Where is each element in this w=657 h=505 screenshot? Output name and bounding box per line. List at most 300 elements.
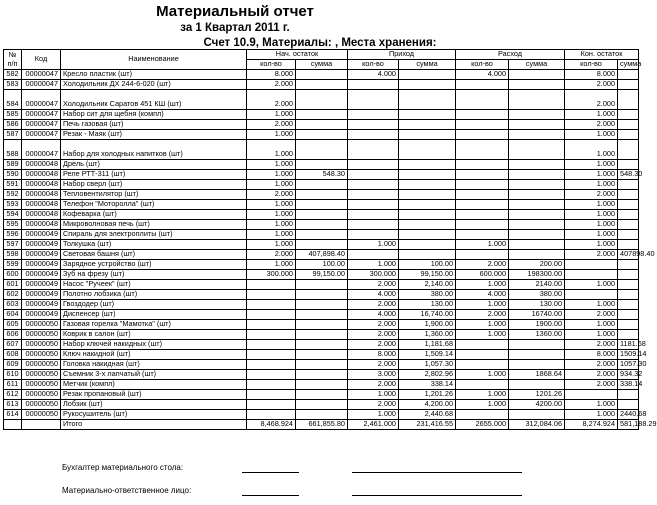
income-sum: 2,440.68 [399, 410, 456, 420]
end-qty: 2.000 [565, 80, 618, 90]
end-sum [618, 270, 639, 280]
totals-blank [22, 420, 61, 430]
col-end-balance: Кон. остаток [565, 50, 639, 60]
start-sum [296, 310, 348, 320]
start-sum [296, 210, 348, 220]
expense-sum [509, 190, 565, 200]
start-sum: 407,898.40 [296, 250, 348, 260]
start-qty [247, 350, 296, 360]
table-row [4, 140, 639, 160]
start-sum [296, 390, 348, 400]
item-code: 00000049 [22, 310, 61, 320]
col-expense: Расход [456, 50, 565, 60]
item-code: 00000050 [22, 380, 61, 390]
start-qty [247, 340, 296, 350]
report-account: Счет 10.9, Материалы: , Места хранения: [203, 37, 437, 49]
start-qty: 1.000 [247, 260, 296, 270]
end-sum: 1509.14 [618, 350, 639, 360]
item-code: 00000048 [22, 160, 61, 170]
end-sum [618, 200, 639, 210]
row-num: 596 [4, 230, 22, 240]
item-name: Кресло пластик (шт) [61, 70, 247, 80]
table-row [4, 170, 639, 180]
income-sum: 100.00 [399, 260, 456, 270]
item-name: Метчик (компл) [61, 380, 247, 390]
item-name: Микроволновая печь (шт) [61, 220, 247, 230]
start-sum [296, 220, 348, 230]
col-income-sum: сумма [399, 60, 456, 70]
col-end-sum: сумма [618, 60, 639, 70]
start-qty: 1.000 [247, 240, 296, 250]
expense-qty: 4.000 [456, 290, 509, 300]
row-num: 590 [4, 170, 22, 180]
income-qty: 1.000 [348, 410, 399, 420]
table-row [4, 290, 639, 300]
item-code: 00000049 [22, 250, 61, 260]
income-qty [348, 200, 399, 210]
expense-qty [456, 90, 509, 110]
expense-qty: 1.000 [456, 300, 509, 310]
end-qty: 2.000 [565, 310, 618, 320]
income-qty: 2.000 [348, 380, 399, 390]
expense-qty [456, 350, 509, 360]
expense-qty: 1.000 [456, 330, 509, 340]
row-num: 594 [4, 210, 22, 220]
income-qty [348, 180, 399, 190]
start-sum [296, 290, 348, 300]
start-qty [247, 300, 296, 310]
start-qty [247, 380, 296, 390]
income-sum [399, 210, 456, 220]
item-code: 00000048 [22, 200, 61, 210]
end-sum [618, 230, 639, 240]
end-sum: 548.30 [618, 170, 639, 180]
start-sum [296, 400, 348, 410]
table-row [4, 310, 639, 320]
end-sum [618, 400, 639, 410]
expense-sum: 1900.00 [509, 320, 565, 330]
income-qty: 1.000 [348, 260, 399, 270]
table-row [4, 190, 639, 200]
end-qty: 1.000 [565, 210, 618, 220]
income-sum: 1,201.26 [399, 390, 456, 400]
totals-row [4, 420, 639, 430]
table-row [4, 210, 639, 220]
expense-sum [509, 340, 565, 350]
start-qty [247, 410, 296, 420]
start-sum [296, 350, 348, 360]
end-sum [618, 80, 639, 90]
responsible-name-line [352, 495, 522, 496]
expense-qty [456, 170, 509, 180]
expense-sum: 200.00 [509, 260, 565, 270]
row-num: 612 [4, 390, 22, 400]
income-qty [348, 250, 399, 260]
expense-qty [456, 220, 509, 230]
start-sum: 99,150.00 [296, 270, 348, 280]
row-num: 607 [4, 340, 22, 350]
item-code: 00000050 [22, 370, 61, 380]
income-qty [348, 160, 399, 170]
table-row [4, 410, 639, 420]
item-name: Зарядное устройство (шт) [61, 260, 247, 270]
end-qty [565, 260, 618, 270]
expense-sum [509, 160, 565, 170]
end-qty: 2.000 [565, 90, 618, 110]
item-name: Набор сит для щебня (компл) [61, 110, 247, 120]
end-sum: 1057.30 [618, 360, 639, 370]
income-qty [348, 170, 399, 180]
start-qty: 2.000 [247, 190, 296, 200]
income-qty [348, 140, 399, 160]
expense-sum [509, 200, 565, 210]
income-sum: 1,509.14 [399, 350, 456, 360]
table-row [4, 70, 639, 80]
start-qty: 1.000 [247, 130, 296, 140]
item-code: 00000047 [22, 80, 61, 90]
row-num: 604 [4, 310, 22, 320]
income-qty: 4.000 [348, 70, 399, 80]
income-sum [399, 120, 456, 130]
item-code: 00000047 [22, 70, 61, 80]
row-num: 592 [4, 190, 22, 200]
table-row [4, 280, 639, 290]
start-sum [296, 120, 348, 130]
end-qty: 1.000 [565, 130, 618, 140]
expense-qty [456, 190, 509, 200]
item-name: Холодильник Саратов 451 КШ (шт) [61, 90, 247, 110]
start-sum [296, 300, 348, 310]
income-qty: 2.000 [348, 340, 399, 350]
item-code: 00000048 [22, 190, 61, 200]
start-qty: 1.000 [247, 140, 296, 160]
start-qty [247, 370, 296, 380]
start-qty: 1.000 [247, 110, 296, 120]
income-qty: 2.000 [348, 300, 399, 310]
item-code: 00000049 [22, 230, 61, 240]
item-code: 00000049 [22, 240, 61, 250]
item-code: 00000049 [22, 270, 61, 280]
income-qty: 2.000 [348, 280, 399, 290]
end-qty: 1.000 [565, 220, 618, 230]
expense-sum [509, 130, 565, 140]
income-qty [348, 190, 399, 200]
item-code: 00000050 [22, 330, 61, 340]
start-qty: 2.000 [247, 250, 296, 260]
item-name: Кофеварка (шт) [61, 210, 247, 220]
expense-sum [509, 140, 565, 160]
item-name: Холодильник ДХ 244-6-020 (шт) [61, 80, 247, 90]
table-row [4, 260, 639, 270]
row-num: 588 [4, 140, 22, 160]
income-sum: 2,802.96 [399, 370, 456, 380]
start-qty: 1.000 [247, 210, 296, 220]
row-num: 600 [4, 270, 22, 280]
expense-sum [509, 210, 565, 220]
income-sum: 338.14 [399, 380, 456, 390]
end-sum [618, 110, 639, 120]
end-qty: 1.000 [565, 160, 618, 170]
income-sum [399, 110, 456, 120]
col-expense-qty: кол-во [456, 60, 509, 70]
end-sum [618, 130, 639, 140]
end-qty: 1.000 [565, 410, 618, 420]
start-sum [296, 240, 348, 250]
expense-qty [456, 130, 509, 140]
expense-sum [509, 360, 565, 370]
item-name: Резак - Маяк (шт) [61, 130, 247, 140]
expense-sum [509, 180, 565, 190]
start-qty: 2.000 [247, 90, 296, 110]
table-row [4, 340, 639, 350]
start-sum [296, 110, 348, 120]
income-sum: 1,057.30 [399, 360, 456, 370]
col-income: Приход [348, 50, 456, 60]
end-sum [618, 210, 639, 220]
income-qty: 300.000 [348, 270, 399, 280]
income-qty: 2.000 [348, 400, 399, 410]
expense-qty [456, 80, 509, 90]
income-qty: 2.000 [348, 330, 399, 340]
item-code: 00000048 [22, 220, 61, 230]
table-row [4, 380, 639, 390]
item-name: Гвоздодер (шт) [61, 300, 247, 310]
expense-sum: 130.00 [509, 300, 565, 310]
table-row [4, 220, 639, 230]
expense-sum [509, 120, 565, 130]
item-name: Диспенсер (шт) [61, 310, 247, 320]
end-qty: 2.000 [565, 340, 618, 350]
income-sum [399, 180, 456, 190]
start-qty: 1.000 [247, 180, 296, 190]
start-qty [247, 360, 296, 370]
item-name: Печь газовая (шт) [61, 120, 247, 130]
expense-qty: 1.000 [456, 370, 509, 380]
end-qty: 2.000 [565, 370, 618, 380]
item-name: Насос "Ручеек" (шт) [61, 280, 247, 290]
start-qty: 1.000 [247, 230, 296, 240]
start-sum [296, 90, 348, 110]
end-qty [565, 390, 618, 400]
income-qty: 1.000 [348, 240, 399, 250]
start-sum [296, 410, 348, 420]
table-row [4, 200, 639, 210]
total-income-sum: 231,416.55 [399, 420, 456, 430]
end-sum [618, 330, 639, 340]
start-sum [296, 380, 348, 390]
item-code: 00000048 [22, 180, 61, 190]
row-num: 605 [4, 320, 22, 330]
item-name: Тепловентилятор (шт) [61, 190, 247, 200]
expense-qty: 600.000 [456, 270, 509, 280]
end-qty: 1.000 [565, 170, 618, 180]
end-qty: 1.000 [565, 300, 618, 310]
end-qty: 2.000 [565, 360, 618, 370]
table-row [4, 300, 639, 310]
end-sum [618, 240, 639, 250]
income-qty [348, 90, 399, 110]
start-sum [296, 280, 348, 290]
row-num: 585 [4, 110, 22, 120]
expense-sum: 4200.00 [509, 400, 565, 410]
row-num: 597 [4, 240, 22, 250]
item-code: 00000050 [22, 390, 61, 400]
item-name: Набор сверл (шт) [61, 180, 247, 190]
start-qty [247, 290, 296, 300]
start-qty: 2.000 [247, 80, 296, 90]
item-code: 00000049 [22, 290, 61, 300]
expense-sum [509, 250, 565, 260]
total-end-sum: 581,188.29 [618, 420, 639, 430]
start-sum [296, 180, 348, 190]
row-num: 593 [4, 200, 22, 210]
end-qty: 1.000 [565, 180, 618, 190]
income-qty [348, 130, 399, 140]
start-sum [296, 140, 348, 160]
end-sum: 1181.68 [618, 340, 639, 350]
end-sum: 934.32 [618, 370, 639, 380]
end-sum [618, 290, 639, 300]
item-name: Спираль для электроплиты (шт) [61, 230, 247, 240]
totals-blank [4, 420, 22, 430]
row-num: 591 [4, 180, 22, 190]
end-qty: 1.000 [565, 400, 618, 410]
start-qty: 2.000 [247, 120, 296, 130]
row-num: 610 [4, 370, 22, 380]
end-qty: 1.000 [565, 110, 618, 120]
end-qty [565, 290, 618, 300]
item-name: Зуб на фрезу (шт) [61, 270, 247, 280]
start-sum [296, 360, 348, 370]
table-row [4, 110, 639, 120]
expense-qty [456, 250, 509, 260]
row-num: 598 [4, 250, 22, 260]
income-qty: 2.000 [348, 360, 399, 370]
start-sum [296, 230, 348, 240]
table-row [4, 180, 639, 190]
row-num: 608 [4, 350, 22, 360]
end-sum [618, 220, 639, 230]
expense-qty: 1.000 [456, 320, 509, 330]
end-qty: 1.000 [565, 240, 618, 250]
expense-sum [509, 240, 565, 250]
item-code: 00000047 [22, 130, 61, 140]
start-sum [296, 340, 348, 350]
item-name: Набор для холодных напитков (шт) [61, 140, 247, 160]
accountant-signature-label: Бухгалтер материального стола: [62, 463, 184, 472]
col-start-balance: Нач. остаток [247, 50, 348, 60]
income-sum: 1,360.00 [399, 330, 456, 340]
income-sum: 380.00 [399, 290, 456, 300]
row-num: 584 [4, 90, 22, 110]
expense-sum [509, 220, 565, 230]
income-sum: 130.00 [399, 300, 456, 310]
item-name: Коврик в салон (шт) [61, 330, 247, 340]
item-name: Лобзик (шт) [61, 400, 247, 410]
row-num: 609 [4, 360, 22, 370]
table-row [4, 330, 639, 340]
end-sum: 338.14 [618, 380, 639, 390]
start-qty: 1.000 [247, 160, 296, 170]
start-qty [247, 310, 296, 320]
end-qty: 1.000 [565, 280, 618, 290]
table-row [4, 240, 639, 250]
item-name: Реле РТТ-311 (шт) [61, 170, 247, 180]
row-num: 614 [4, 410, 22, 420]
income-sum [399, 80, 456, 90]
expense-sum [509, 170, 565, 180]
expense-qty [456, 120, 509, 130]
table-row [4, 360, 639, 370]
item-name: Набор ключей накидных (шт) [61, 340, 247, 350]
table-row [4, 400, 639, 410]
income-qty: 1.000 [348, 390, 399, 400]
income-sum [399, 160, 456, 170]
col-income-qty: кол-во [348, 60, 399, 70]
item-code: 00000050 [22, 360, 61, 370]
income-sum [399, 140, 456, 160]
total-start-qty: 8,468.924 [247, 420, 296, 430]
income-sum: 99,150.00 [399, 270, 456, 280]
expense-qty [456, 360, 509, 370]
item-code: 00000047 [22, 140, 61, 160]
item-name: Ключ накидной (шт) [61, 350, 247, 360]
start-sum [296, 370, 348, 380]
income-sum: 1,900.00 [399, 320, 456, 330]
table-row [4, 350, 639, 360]
income-sum [399, 240, 456, 250]
item-code: 00000050 [22, 410, 61, 420]
start-qty: 1.000 [247, 220, 296, 230]
table-row [4, 120, 639, 130]
row-num: 586 [4, 120, 22, 130]
responsible-signature-label: Материально-ответственное лицо: [62, 486, 192, 495]
item-code: 00000049 [22, 300, 61, 310]
expense-qty [456, 110, 509, 120]
col-expense-sum: сумма [509, 60, 565, 70]
end-sum [618, 160, 639, 170]
item-code: 00000047 [22, 90, 61, 110]
income-qty: 2.000 [348, 320, 399, 330]
expense-qty [456, 160, 509, 170]
expense-sum [509, 70, 565, 80]
accountant-name-line [352, 472, 522, 473]
income-qty [348, 220, 399, 230]
start-sum [296, 190, 348, 200]
start-sum [296, 320, 348, 330]
expense-qty [456, 340, 509, 350]
item-code: 00000050 [22, 350, 61, 360]
end-qty [565, 270, 618, 280]
expense-sum: 16740.00 [509, 310, 565, 320]
start-sum [296, 330, 348, 340]
income-sum: 2,140.00 [399, 280, 456, 290]
row-num: 595 [4, 220, 22, 230]
item-name: Световая башня (шт) [61, 250, 247, 260]
item-code: 00000049 [22, 280, 61, 290]
expense-qty [456, 140, 509, 160]
row-num: 599 [4, 260, 22, 270]
row-num: 606 [4, 330, 22, 340]
expense-qty [456, 410, 509, 420]
item-code: 00000049 [22, 260, 61, 270]
col-name: Наименование [61, 50, 247, 70]
start-sum: 100.00 [296, 260, 348, 270]
expense-sum: 1360.00 [509, 330, 565, 340]
item-code: 00000050 [22, 340, 61, 350]
income-sum [399, 190, 456, 200]
end-sum: 407898.40 [618, 250, 639, 260]
